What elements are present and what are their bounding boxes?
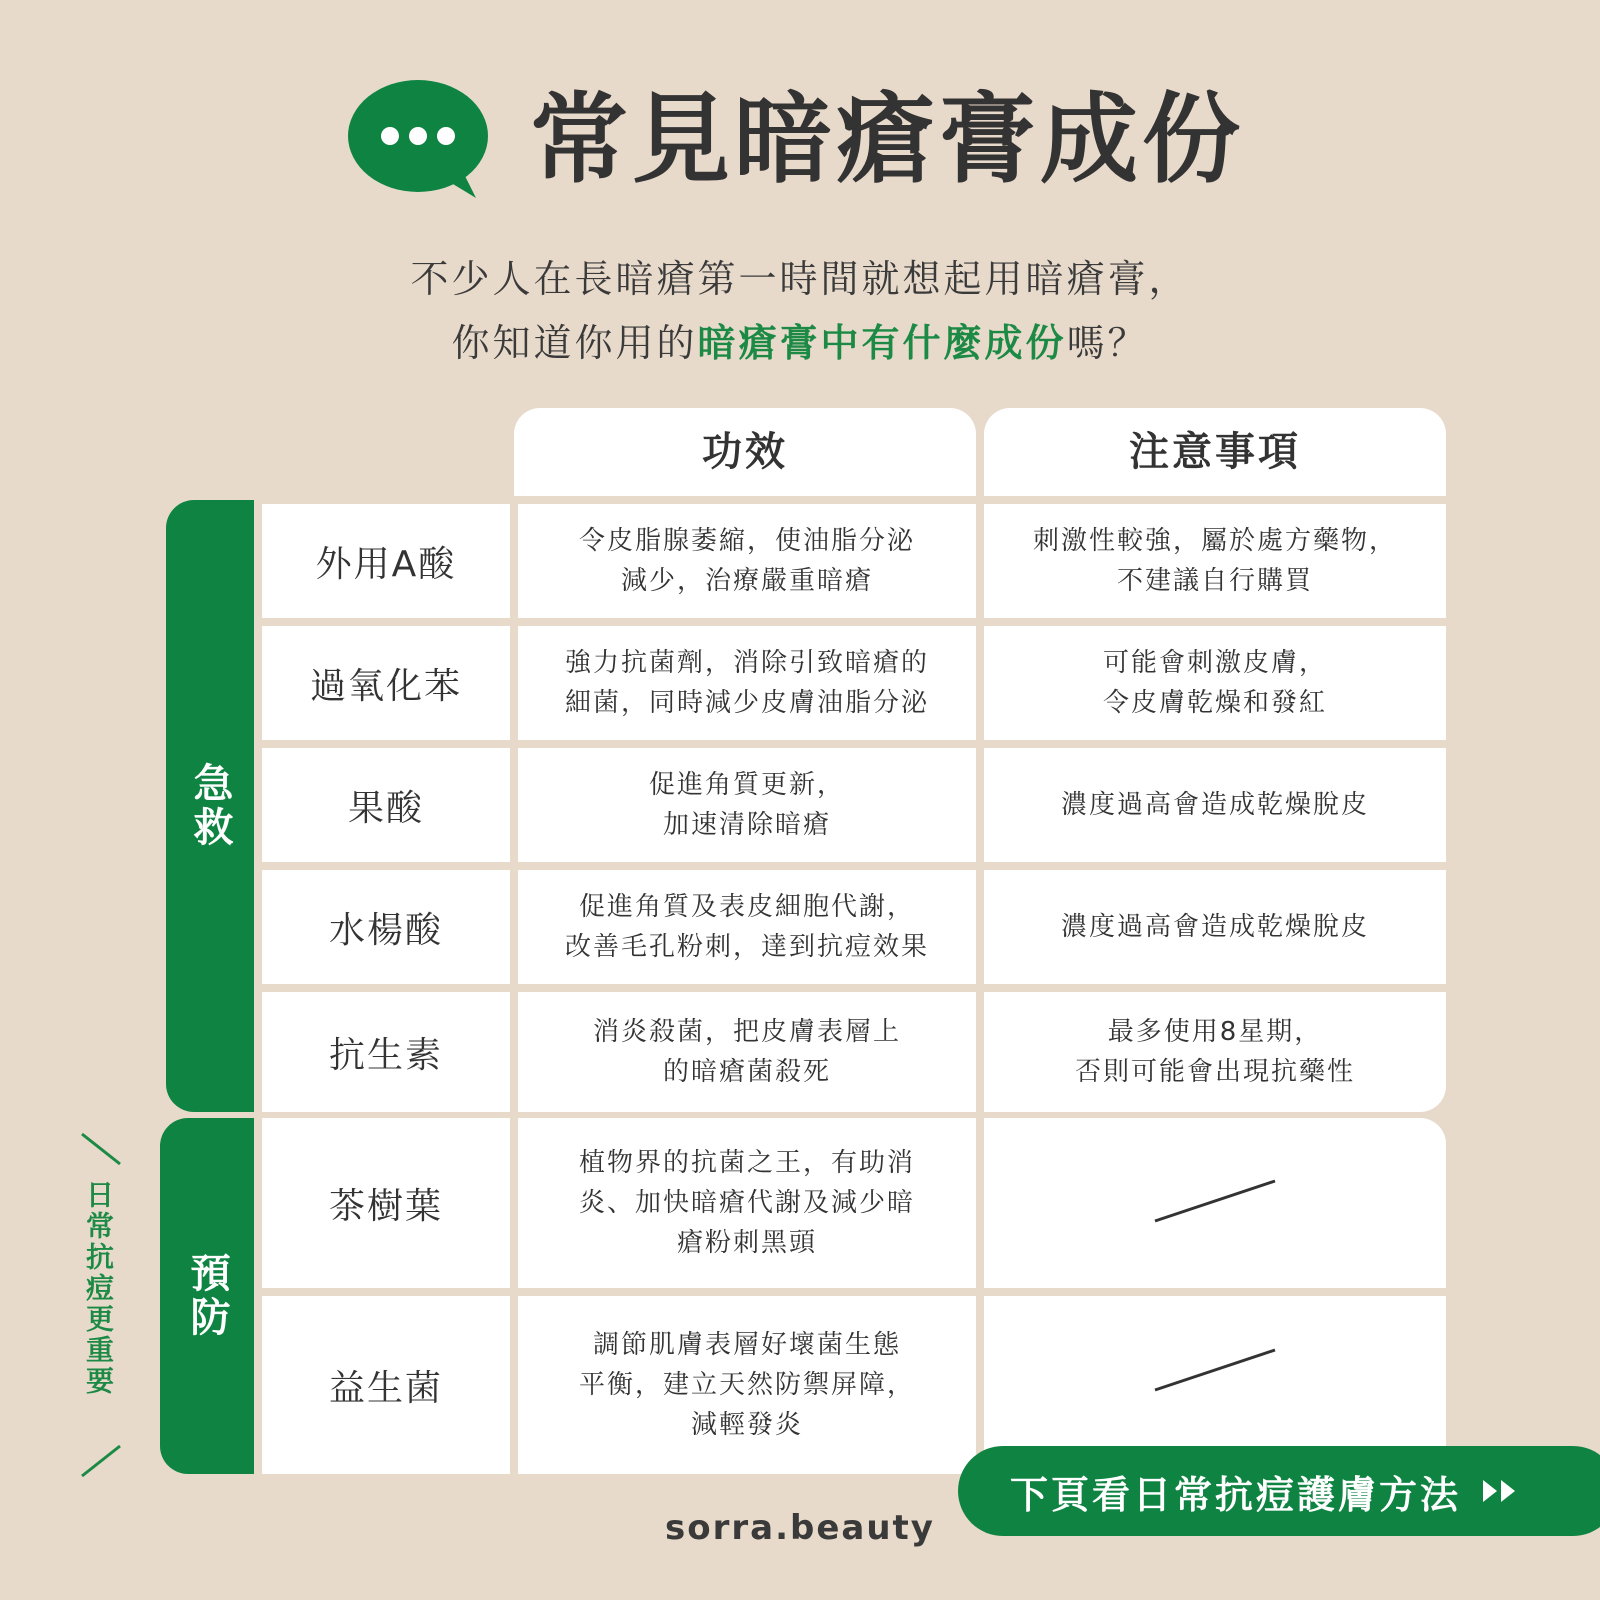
table-row-name: 抗生素 [262, 992, 510, 1112]
speech-bubble-icon [348, 78, 488, 208]
side-label: 日常抗痘更重要 [82, 1180, 115, 1397]
table-row-effect: 強力抗菌劑，消除引致暗瘡的 細菌，同時減少皮膚油脂分泌 [518, 626, 976, 740]
table-row-effect: 調節肌膚表層好壞菌生態 平衡，建立天然防禦屏障， 減輕發炎 [518, 1296, 976, 1474]
table-row-name: 果酸 [262, 748, 510, 862]
slash-bottom-icon [76, 1440, 126, 1490]
table-row-note: 可能會刺激皮膚， 令皮膚乾燥和發紅 [984, 626, 1446, 740]
category-emergency-label: 急救 [187, 762, 233, 850]
slash-top-icon [76, 1130, 126, 1180]
table-row-effect: 促進角質及表皮細胞代謝， 改善毛孔粉刺，達到抗痘效果 [518, 870, 976, 984]
table-row-name: 外用A酸 [262, 504, 510, 618]
intro-line-2-suffix: 嗎？ [1066, 321, 1149, 365]
brand-label: sorra.beauty [665, 1508, 935, 1548]
table-row-note: 最多使用8星期， 否則可能會出現抗藥性 [984, 992, 1446, 1112]
column-header-effect: 功效 [514, 408, 976, 496]
table-row-name: 過氧化苯 [262, 626, 510, 740]
table-row-effect: 消炎殺菌，把皮膚表層上 的暗瘡菌殺死 [518, 992, 976, 1112]
category-prevention [160, 1118, 254, 1474]
page-title: 常見暗瘡膏成份 [530, 83, 1245, 197]
double-arrow-icon [1479, 1476, 1523, 1506]
table-row-name: 益生菌 [262, 1296, 510, 1474]
table-row-note: 刺激性較強，屬於處方藥物， 不建議自行購買 [984, 504, 1446, 618]
next-page-button[interactable] [958, 1446, 1600, 1536]
table-row-effect: 令皮脂腺萎縮，使油脂分泌 減少，治療嚴重暗瘡 [518, 504, 976, 618]
table-row-note-empty [984, 1118, 1446, 1288]
dash-icon [1145, 1173, 1285, 1233]
next-page-label: 下頁看日常抗痘護膚方法 [1010, 1472, 1462, 1517]
table-row-name: 茶樹葉 [262, 1118, 510, 1288]
intro-line-2-prefix: 你知道你用的 [451, 321, 698, 365]
table-row-note: 濃度過高會造成乾燥脫皮 [984, 748, 1446, 862]
category-emergency [166, 500, 254, 1112]
table-row-effect: 促進角質更新， 加速清除暗瘡 [518, 748, 976, 862]
column-header-notes: 注意事項 [984, 408, 1446, 496]
dash-icon [1145, 1342, 1285, 1402]
category-prevention-label: 預防 [184, 1252, 230, 1340]
table-row-name: 水楊酸 [262, 870, 510, 984]
intro-line-1: 不少人在長暗瘡第一時間就想起用暗瘡膏， [410, 257, 1190, 301]
table-row-note: 濃度過高會造成乾燥脫皮 [984, 870, 1446, 984]
intro-line-2-highlight: 暗瘡膏中有什麼成份 [697, 321, 1067, 365]
table-row-effect: 植物界的抗菌之王，有助消 炎、加快暗瘡代謝及減少暗 瘡粉刺黑頭 [518, 1118, 976, 1288]
intro-line-2 [0, 312, 1600, 367]
